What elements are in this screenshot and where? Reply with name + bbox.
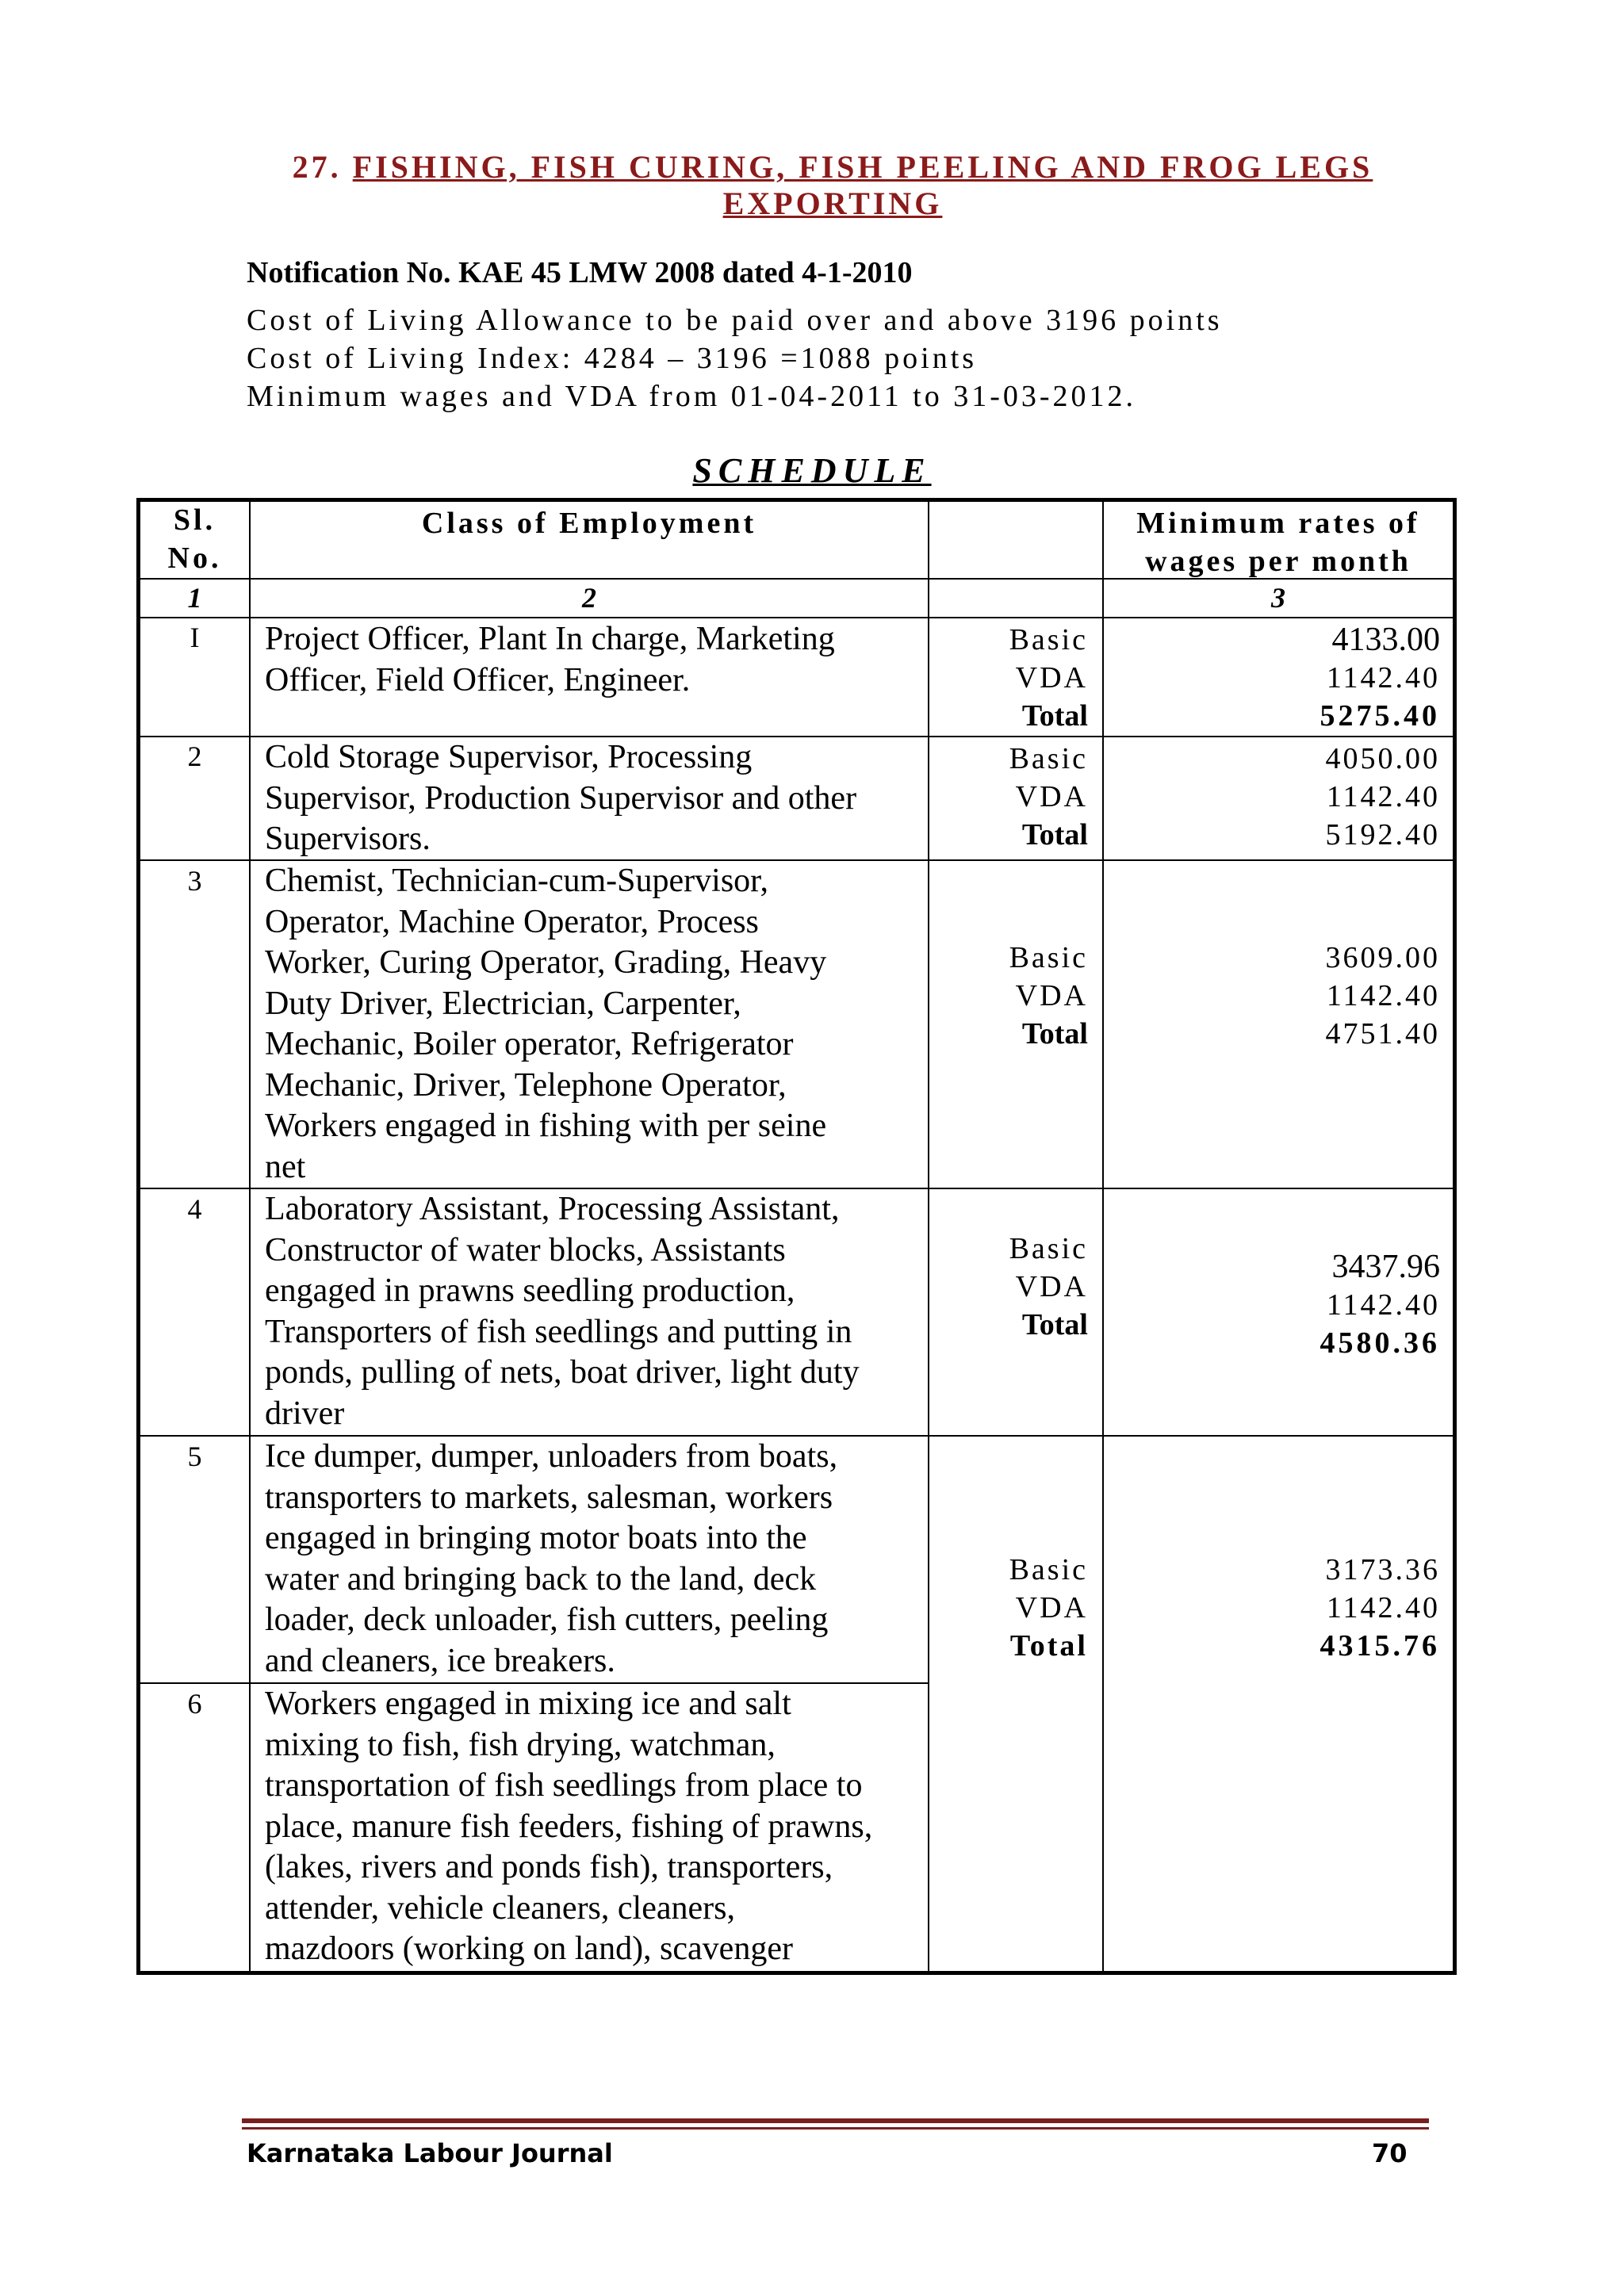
employment-class: Project Officer, Plant In charge, Marketing Officer, Field Officer, Engineer. xyxy=(265,621,835,698)
footer-rule-thin xyxy=(242,2127,1429,2130)
column-number-2: 2 xyxy=(582,582,596,614)
wage-labels: Basic VDA Total xyxy=(1009,1553,1088,1663)
page-number: 70 xyxy=(1372,2138,1408,2168)
footer-rule xyxy=(242,2118,1429,2123)
employment-class: Laboratory Assistant, Processing Assistant, Constructor of water blocks, Assistants engaged in prawns seedling production, Transporters of fish seedlings and putting in ponds, pulling of nets, boat driver, light duty driver xyxy=(265,1191,860,1432)
wages-period-line: Minimum wages and VDA from 01-04-2011 to 31-03-2012. xyxy=(247,380,1137,413)
header-sl-no: Sl. No. xyxy=(167,503,222,575)
row-sl-number: 5 xyxy=(187,1441,202,1472)
employment-class: Cold Storage Supervisor, Processing Supervisor, Production Supervisor and other Supervisors. xyxy=(265,739,857,857)
wage-values: 4133.00 1142.40 5275.40 xyxy=(1320,622,1440,733)
section-title-line1: FISHING, FISH CURING, FISH PEELING AND FROG LEGS xyxy=(352,149,1373,185)
wage-labels: Basic VDA Total xyxy=(1009,623,1088,733)
section-title-line2: EXPORTING xyxy=(722,186,943,221)
employment-class: Workers engaged in mixing ice and salt mixing to fish, fish drying, watchman, transportation of fish seedlings from place to place, manure fish feeders, fishing of prawns, (lakes, rivers and ponds fish), transporters, attender, vehicle cleaners, cleaners, mazdoors (working on land), scavenger xyxy=(265,1686,873,1967)
section-title-line2-wrap xyxy=(238,185,1427,222)
schedule-heading: SCHEDULE xyxy=(692,451,932,490)
header-class-of-employment: Class of Employment xyxy=(421,507,757,540)
wage-values: 4050.00 1142.40 5192.40 xyxy=(1325,742,1440,851)
section-number: 27. xyxy=(292,149,342,185)
row-divider xyxy=(136,617,1457,618)
notification-number: Notification No. KAE 45 LMW 2008 dated 4-1-2010 xyxy=(247,256,913,289)
col-divider-1 xyxy=(249,498,251,1973)
wage-labels: Basic VDA Total xyxy=(1009,742,1088,851)
table-border-bottom xyxy=(136,1971,1457,1975)
wage-values: 3609.00 1142.40 4751.40 xyxy=(1325,941,1440,1050)
row-sl-number: 2 xyxy=(187,740,202,772)
wage-labels: Basic VDA Total xyxy=(1009,1232,1088,1341)
table-border-left xyxy=(136,498,140,1975)
column-number-1: 1 xyxy=(187,582,202,614)
table-border-right xyxy=(1453,498,1457,1975)
column-number-3: 3 xyxy=(1271,582,1285,614)
cola-line: Cost of Living Allowance to be paid over and above 3196 points xyxy=(247,304,1223,337)
wage-values: 3437.96 1142.40 4580.36 xyxy=(1320,1249,1440,1360)
table-border-top xyxy=(136,498,1457,502)
wage-values: 3173.36 1142.40 4315.76 xyxy=(1320,1553,1440,1663)
header-minimum-rates: Minimum rates of wages per month xyxy=(1136,507,1420,578)
row-sl-number: 6 xyxy=(187,1688,202,1720)
employment-class: Ice dumper, dumper, unloaders from boats, transporters to markets, salesman, workers engaged in bringing motor boats into the water and bringing back to the land, deck loader, deck unloader, fish cutters, peeling and cleaners, ice breakers. xyxy=(265,1438,838,1679)
section-title xyxy=(238,148,1427,186)
row-sl-number: 3 xyxy=(187,865,202,897)
row-sl-number: I xyxy=(190,622,200,653)
wage-labels: Basic VDA Total xyxy=(1009,941,1088,1050)
row-sl-number: 4 xyxy=(187,1193,202,1225)
employment-class: Chemist, Technician-cum-Supervisor, Operator, Machine Operator, Process Worker, Curing Operator, Grading, Heavy Duty Driver, Electrician, Carpenter, Mechanic, Boiler operator, Refrigerator Mechanic, Driver, Telephone Operator, Workers engaged in fishing with per seine net xyxy=(265,863,827,1185)
cost-of-living-index-line: Cost of Living Index: 4284 – 3196 =1088 points xyxy=(247,342,978,375)
journal-name: Karnataka Labour Journal xyxy=(247,2138,613,2168)
